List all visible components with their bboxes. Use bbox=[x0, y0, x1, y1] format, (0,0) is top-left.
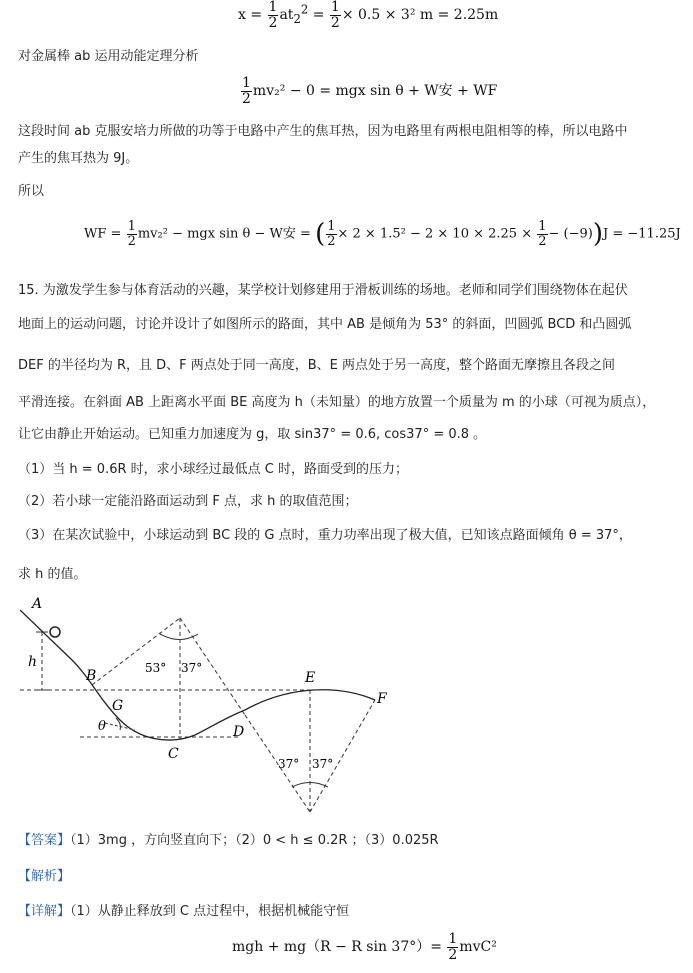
equation-displacement: x = $\frac{1}{2}$ $at_2^2$ = $\frac{1}{2}$ × 0.5 × 3² m = 2.25m bbox=[238, 0, 499, 31]
fraction: $\frac{1}{2}$ bbox=[448, 931, 458, 963]
fraction: $\frac{1}{2}$ bbox=[268, 0, 278, 31]
sub-question-3-cont: 求 h 的值。 bbox=[18, 567, 87, 582]
track-diagram bbox=[20, 590, 400, 820]
label-G: G bbox=[112, 698, 124, 714]
track-path bbox=[20, 610, 375, 740]
ball bbox=[50, 627, 60, 637]
sub-question-3: （3）在某次试验中，小球运动到 BC 段的 G 点时，重力功率出现了极大值，已知该点路面倾角 θ = 37°， bbox=[18, 528, 632, 543]
label-A: A bbox=[32, 596, 43, 612]
label-theta: θ bbox=[98, 719, 106, 734]
angle-53: 53° bbox=[145, 661, 167, 675]
detail-line: 【详解】（1）从静止释放到 C 点过程中，根据机械能守恒 bbox=[18, 904, 350, 919]
angle-37-left: 37° bbox=[278, 757, 300, 771]
label-B: B bbox=[86, 668, 97, 684]
question-line: 地面上的运动问题，讨论并设计了如图所示的路面，其中 AB 是倾角为 53° 的斜面，凹圆弧 BCD 和凸圆弧 bbox=[18, 317, 632, 332]
fraction: $\frac{1}{2}$ bbox=[538, 218, 547, 249]
analysis-line: 对金属棒 ab 运用动能定理分析 bbox=[18, 49, 199, 64]
question-line: 15. 为激发学生参与体育活动的兴趣，某学校计划修建用于滑板训练的场地。老师和同学们围绕物体在起伏 bbox=[18, 283, 628, 298]
question-line: DEF 的半径均为 R，且 D、F 两点处于同一高度，B、E 两点处于另一高度，整个路面无摩擦且各段之间 bbox=[18, 358, 616, 373]
equation-wf: WF = $\frac{1}{2}$ mv₂² − mgx sin θ − W安 = ( $\frac{1}{2}$ × 2 × 1.5² − 2 × 10 × 2.25 × $\frac{1}{2}$ − (−9))J = −11.25J bbox=[84, 218, 681, 249]
angle-arc-top bbox=[160, 634, 198, 640]
sub-question-2: （2）若小球一定能沿路面运动到 F 点，求 h 的取值范围； bbox=[18, 494, 358, 509]
answer-line: 【答案】（1）3mg ，方向竖直向下；（2）0 < h ≤ 0.2R ；（3）0.025R bbox=[18, 833, 439, 848]
sub-question-1: （1）当 h = 0.6R 时，求小球经过最低点 C 时，路面受到的压力； bbox=[18, 462, 408, 477]
analysis-tag: 【解析】 bbox=[18, 869, 71, 884]
equation-energy: mgh + mg（R − R sin 37°）= $\frac{1}{2}$ mvC² bbox=[232, 931, 497, 963]
paragraph-line: 产生的焦耳热为 9J。 bbox=[18, 151, 139, 166]
angle-37-top: 37° bbox=[181, 661, 203, 675]
paragraph-line: 这段时间 ab 克服安培力所做的功等于电路中产生的焦耳热，因为电路里有两根电阻相等的棒，所以电路中 bbox=[18, 124, 628, 139]
paragraph-line: 所以 bbox=[18, 184, 45, 199]
label-D: D bbox=[233, 724, 245, 740]
equation-work-energy: $\frac{1}{2}$ mv₂² − 0 = mgx sin θ + W安 + WF bbox=[242, 75, 498, 107]
answer-tag: 【答案】 bbox=[18, 833, 71, 848]
angle-37-right: 37° bbox=[312, 757, 334, 771]
fraction: $\frac{1}{2}$ bbox=[327, 218, 336, 249]
fraction: $\frac{1}{2}$ bbox=[242, 75, 251, 107]
question-line: 平滑连接。在斜面 AB 上距离水平面 BE 高度为 h（未知量）的地方放置一个质量为 m 的小球（可视为质点）， bbox=[18, 395, 656, 410]
label-E: E bbox=[305, 670, 316, 686]
label-h: h bbox=[28, 654, 38, 670]
fraction: $\frac{1}{2}$ bbox=[127, 218, 136, 249]
label-F: F bbox=[377, 691, 387, 707]
fraction: $\frac{1}{2}$ bbox=[330, 0, 340, 31]
question-line: 让它由静止开始运动。已知重力加速度为 g，取 sin37° = 0.6, cos37° = 0.8 。 bbox=[18, 427, 487, 442]
label-C: C bbox=[168, 746, 179, 762]
